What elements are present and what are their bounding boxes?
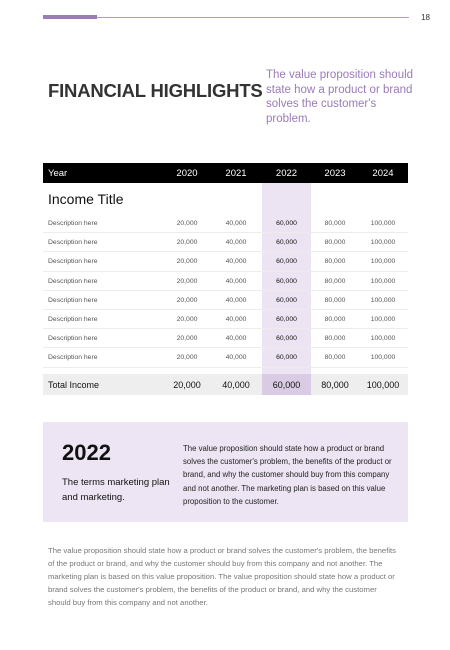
- cell-2021: 40,000: [225, 239, 247, 247]
- top-accent-bar: [43, 15, 97, 19]
- header-2020: 2020: [176, 168, 198, 179]
- cell-2023: 80,000: [324, 220, 346, 227]
- table-row: [43, 348, 408, 367]
- cell-2022: 60,000: [276, 277, 297, 285]
- cell-2024: 100,000: [370, 258, 396, 266]
- cell-2024: 100,000: [370, 354, 396, 362]
- row-label: Description here: [48, 335, 98, 343]
- total-2023: 80,000: [321, 379, 349, 390]
- cell-2023: 80,000: [324, 354, 346, 362]
- cell-2023: 80,000: [324, 258, 346, 266]
- cell-2020: 20,000: [176, 220, 198, 227]
- cell-2021: 40,000: [225, 220, 247, 227]
- row-label: Description here: [48, 354, 98, 362]
- header-year: Year: [48, 168, 68, 179]
- header-2024: 2024: [372, 168, 394, 179]
- cell-2021: 40,000: [225, 335, 247, 343]
- cell-2023: 80,000: [324, 315, 346, 323]
- financial-table: [43, 163, 408, 390]
- table-row: [43, 233, 408, 252]
- cell-2021: 40,000: [225, 354, 247, 362]
- header-2021: 2021: [225, 168, 247, 179]
- cell-2023: 80,000: [324, 277, 346, 285]
- cell-2021: 40,000: [225, 277, 247, 285]
- row-label: Description here: [48, 296, 98, 304]
- row-label: Description here: [48, 220, 98, 227]
- cell-2024: 100,000: [370, 315, 396, 323]
- cell-2020: 20,000: [176, 277, 198, 285]
- cell-2021: 40,000: [225, 315, 247, 323]
- page-number: 18: [421, 13, 430, 22]
- row-label: Description here: [48, 315, 98, 323]
- cell-2024: 100,000: [370, 296, 396, 304]
- total-2022: 60,000: [272, 379, 301, 390]
- cell-2020: 20,000: [176, 258, 198, 266]
- cell-2021: 40,000: [225, 296, 247, 304]
- highlight-box: [43, 422, 408, 522]
- section-title-row: [43, 183, 408, 214]
- total-row: [43, 374, 408, 395]
- total-label: Total Income: [48, 379, 100, 390]
- table-row: [43, 252, 408, 271]
- cell-2021: 40,000: [225, 258, 247, 266]
- box-text: The value proposition should state how a product or brand solves the customer's problem, the benefits of the product or brand, and why the customer should buy from this company and not another. The marketing plan is based on this value proposition to the customer.: [183, 444, 392, 506]
- cell-2024: 100,000: [370, 220, 396, 227]
- cell-2024: 100,000: [370, 277, 396, 285]
- row-label: Description here: [48, 277, 98, 285]
- cell-2022: 60,000: [276, 296, 297, 304]
- cell-2022: 60,000: [276, 220, 297, 227]
- cell-2022: 60,000: [276, 354, 297, 362]
- page-title: FINANCIAL HIGHLIGHTS: [48, 80, 263, 101]
- body-paragraph: The value proposition should state how a product or brand solves the customer's problem, the benefits of the product or brand, and why the customer should buy from this company and not another. The marketing plan is based on this value proposition. The value proposition should state how a product or brand solves the customer's problem, the benefits of the product or brand, and why the customer should buy from this company and not another.: [48, 546, 397, 608]
- cell-2020: 20,000: [176, 239, 198, 247]
- cell-2022: 60,000: [276, 315, 297, 323]
- cell-2023: 80,000: [324, 335, 346, 343]
- cell-2023: 80,000: [324, 239, 346, 247]
- section-title: Income Title: [48, 191, 124, 207]
- table-row: [43, 291, 408, 310]
- cell-2022: 60,000: [276, 239, 297, 247]
- top-rule: [43, 17, 409, 18]
- table-row: [43, 310, 408, 329]
- cell-2022: 60,000: [276, 258, 297, 266]
- cell-2022: 60,000: [276, 335, 297, 343]
- total-2020: 20,000: [173, 379, 201, 390]
- cell-2020: 20,000: [176, 354, 198, 362]
- table-row: [43, 214, 408, 233]
- page-subtitle: The value proposition should state how a product or brand solves the customer's problem.: [266, 69, 414, 125]
- cell-2020: 20,000: [176, 296, 198, 304]
- box-terms: The terms marketing plan and marketing.: [62, 477, 170, 503]
- total-2024: 100,000: [366, 379, 400, 390]
- header-2023: 2023: [324, 168, 346, 179]
- cell-2020: 20,000: [176, 315, 198, 323]
- cell-2023: 80,000: [324, 296, 346, 304]
- table-row: [43, 272, 408, 291]
- total-2021: 40,000: [222, 379, 250, 390]
- cell-2020: 20,000: [176, 335, 198, 343]
- cell-2024: 100,000: [370, 239, 396, 247]
- header-2022: 2022: [275, 168, 298, 179]
- cell-2024: 100,000: [370, 335, 396, 343]
- row-label: Description here: [48, 239, 98, 247]
- table-row: [43, 329, 408, 348]
- box-year: 2022: [62, 440, 111, 465]
- table-header: [43, 163, 408, 183]
- row-label: Description here: [48, 258, 98, 266]
